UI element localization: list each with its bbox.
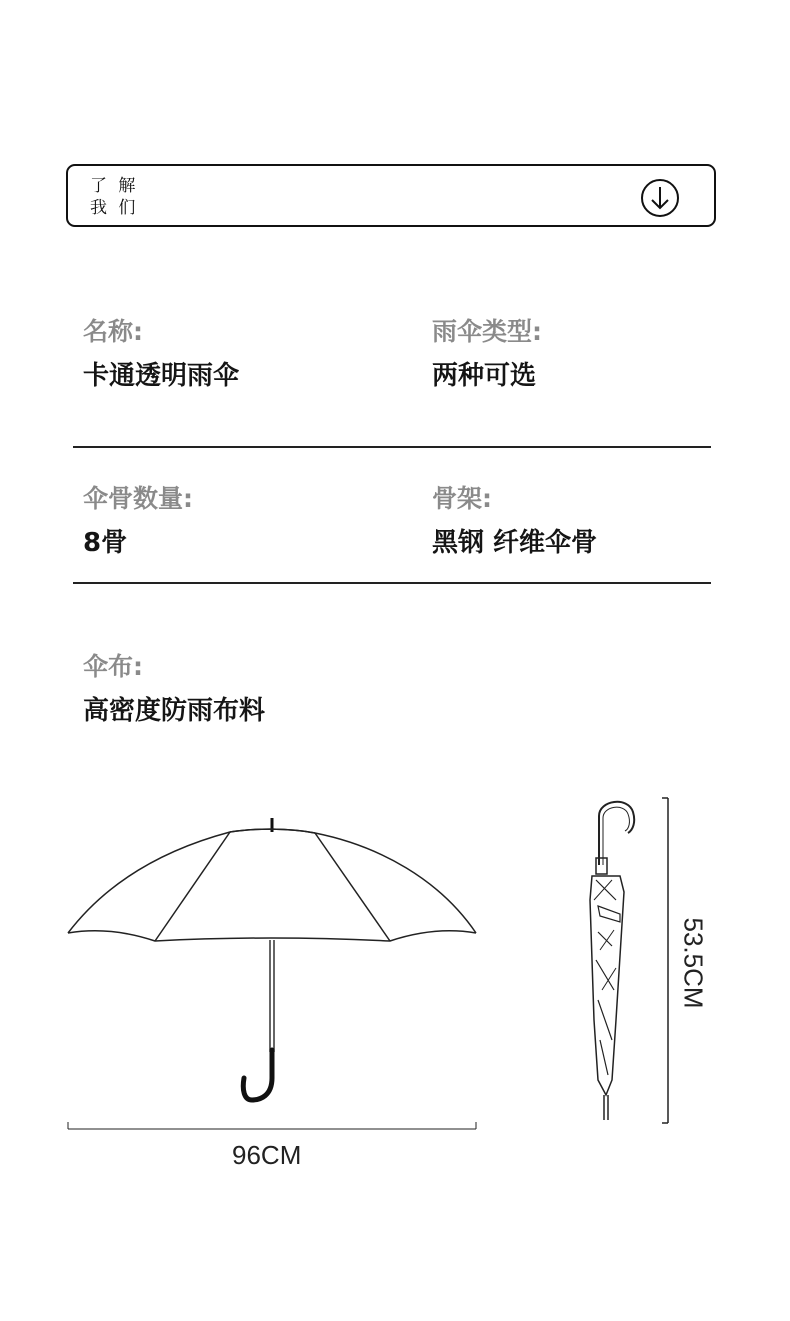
- width-dimension-label: 96CM: [232, 1140, 302, 1170]
- spec-fabric-label: 伞布:: [83, 652, 143, 681]
- spec-name-value: 卡通透明雨伞: [83, 361, 240, 391]
- spec-type-label: 雨伞类型:: [432, 317, 542, 346]
- spec-ribs-label: 伞骨数量:: [83, 484, 193, 513]
- spec-type-value: 两种可选: [432, 361, 537, 391]
- about-us-line2: 我 们: [90, 198, 139, 218]
- spec-ribs-value: 8骨: [83, 528, 128, 558]
- spec-fabric-value: 高密度防雨布料: [83, 696, 266, 726]
- about-us-line1: 了 解: [90, 176, 139, 196]
- spec-frame-label: 骨架:: [432, 484, 492, 513]
- length-dimension-label: 53.5CM: [678, 917, 709, 1009]
- spec-frame-value: 黑钢 纤维伞骨: [432, 528, 598, 558]
- spec-name-label: 名称:: [83, 317, 143, 346]
